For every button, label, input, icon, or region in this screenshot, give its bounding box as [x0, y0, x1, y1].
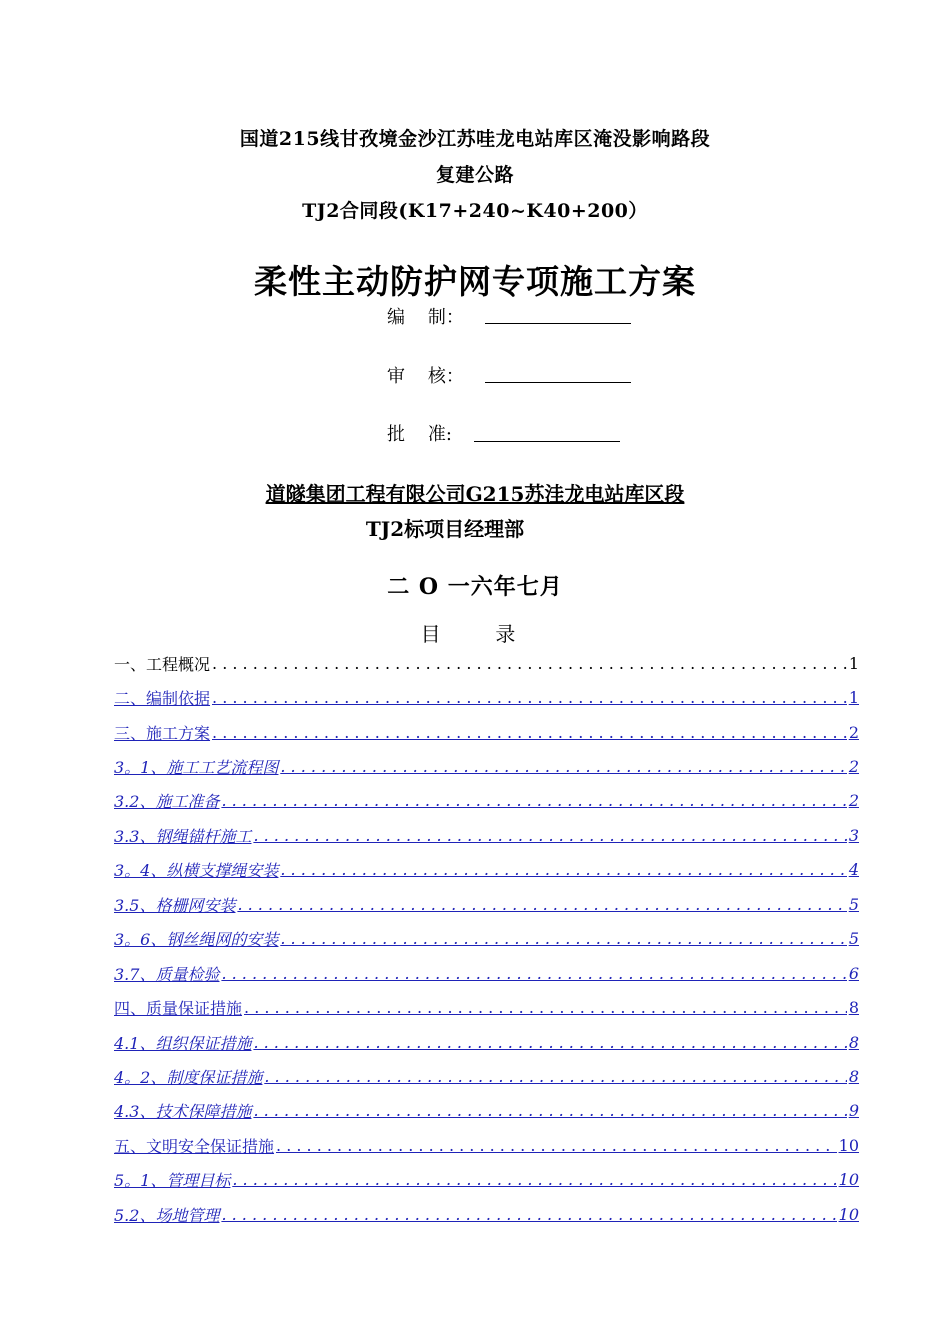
toc-entry-label: 3.3、钢绳锚杆施工 — [114, 826, 252, 846]
toc-entry-label: 4.1、组织保证措施 — [114, 1033, 252, 1053]
signature-row-review — [387, 362, 464, 388]
toc-leader-dots — [232, 1170, 836, 1189]
toc-entry-label: 3。1、施工工艺流程图 — [114, 758, 279, 778]
toc-leader-dots — [276, 1136, 837, 1155]
toc-entry-label: 5。1、管理目标 — [114, 1171, 231, 1191]
toc-entry[interactable] — [114, 715, 859, 749]
toc-leader-dots — [221, 791, 846, 810]
toc-entry-label: 4.3、技术保障措施 — [114, 1102, 252, 1122]
toc-leader-dots — [253, 1101, 846, 1120]
toc-entry[interactable] — [114, 818, 859, 852]
toc-entry[interactable] — [114, 956, 859, 990]
signature-line-review — [485, 381, 631, 383]
toc-entry[interactable] — [114, 1059, 859, 1093]
toc-leader-dots — [253, 826, 846, 845]
signature-label-review: 审 核： — [387, 366, 464, 387]
toc-leader-dots — [280, 929, 846, 948]
signature-label-compile: 编 制： — [387, 307, 464, 328]
toc-entry-page-number: 1 — [848, 653, 859, 673]
toc-leader-dots — [212, 723, 847, 742]
project-title-line-1: 国道215线甘孜境金沙江苏哇龙电站库区淹没影响路段 — [239, 128, 711, 150]
toc-leader-dots — [212, 654, 847, 673]
toc-entry[interactable] — [114, 990, 859, 1024]
signature-line-compile — [485, 322, 631, 324]
toc-entry[interactable] — [114, 1025, 859, 1059]
toc-entry-page-number: 10 — [838, 1204, 859, 1224]
toc-entry-page-number: 5 — [848, 894, 859, 914]
project-title-line-3: TJ2合同段(K17+240~K40+200） — [302, 200, 648, 222]
signature-label-approve: 批 准: — [387, 424, 452, 445]
toc-entry[interactable] — [114, 1094, 859, 1128]
toc-entry-page-number: 8 — [848, 1032, 859, 1052]
company-name-line-2: TJ2标项目经理部 — [365, 517, 525, 541]
toc-entry-page-number: 3 — [848, 825, 859, 845]
signature-line-approve — [474, 440, 620, 442]
signature-row-compile — [387, 303, 464, 329]
toc-entry-label: 3.2、施工准备 — [114, 792, 220, 812]
toc-entry-label: 二、编制依据 — [114, 689, 211, 709]
toc-entry[interactable] — [114, 1128, 859, 1162]
signature-row-approve — [387, 420, 452, 446]
toc-entry[interactable] — [114, 749, 859, 783]
toc-entry-label: 三、施工方案 — [114, 723, 211, 743]
toc-leader-dots — [212, 688, 847, 707]
toc-entry — [114, 646, 859, 680]
table-of-contents — [114, 646, 859, 1231]
toc-entry[interactable] — [114, 922, 859, 956]
project-title-line-2: 复建公路 — [435, 164, 514, 186]
toc-leader-dots — [244, 998, 847, 1017]
toc-entry-page-number: 2 — [848, 791, 859, 811]
toc-entry-page-number: 6 — [848, 963, 859, 983]
toc-entry-label: 3。6、钢丝绳网的安装 — [114, 930, 279, 950]
toc-entry[interactable] — [114, 1197, 859, 1231]
toc-leader-dots — [253, 1033, 846, 1052]
toc-entry[interactable] — [114, 887, 859, 921]
toc-entry-label: 3。4、纵横支撑绳安装 — [114, 861, 279, 881]
toc-entry-label: 3.7、质量检验 — [114, 964, 220, 984]
document-main-title: 柔性主动防护网专项施工方案 — [254, 262, 696, 301]
toc-leader-dots — [237, 895, 846, 914]
toc-title: 目 录 — [420, 622, 530, 646]
toc-entry-page-number: 5 — [848, 929, 859, 949]
toc-entry-label: 4。2、制度保证措施 — [114, 1067, 263, 1087]
toc-entry-page-number: 1 — [848, 688, 859, 708]
toc-entry-label: 四、质量保证措施 — [114, 999, 243, 1019]
toc-entry-page-number: 8 — [848, 1066, 859, 1086]
toc-leader-dots — [280, 860, 846, 879]
toc-entry-label: 5.2、场地管理 — [114, 1205, 220, 1225]
toc-entry[interactable] — [114, 680, 859, 714]
toc-leader-dots — [280, 757, 846, 776]
toc-entry-page-number: 8 — [848, 998, 859, 1018]
toc-entry-page-number: 2 — [848, 757, 859, 777]
company-name-line-1: 道隧集团工程有限公司G215苏洼龙电站库区段 — [265, 482, 685, 506]
toc-entry-page-number: 9 — [848, 1101, 859, 1121]
toc-entry-page-number: 4 — [848, 860, 859, 880]
toc-entry-page-number: 10 — [838, 1170, 859, 1190]
toc-leader-dots — [221, 1205, 836, 1224]
toc-entry[interactable] — [114, 784, 859, 818]
toc-entry-page-number: 2 — [848, 722, 859, 742]
toc-entry-page-number: 10 — [838, 1135, 859, 1155]
toc-leader-dots — [221, 964, 846, 983]
toc-entry-label: 一、工程概况 — [114, 654, 211, 674]
toc-entry-label: 五、文明安全保证措施 — [114, 1136, 275, 1156]
toc-entry-label: 3.5、格栅网安装 — [114, 895, 236, 915]
toc-entry[interactable] — [114, 1163, 859, 1197]
toc-entry[interactable] — [114, 853, 859, 887]
document-date: 二 O 一六年七月 — [387, 574, 563, 600]
toc-leader-dots — [264, 1067, 846, 1086]
